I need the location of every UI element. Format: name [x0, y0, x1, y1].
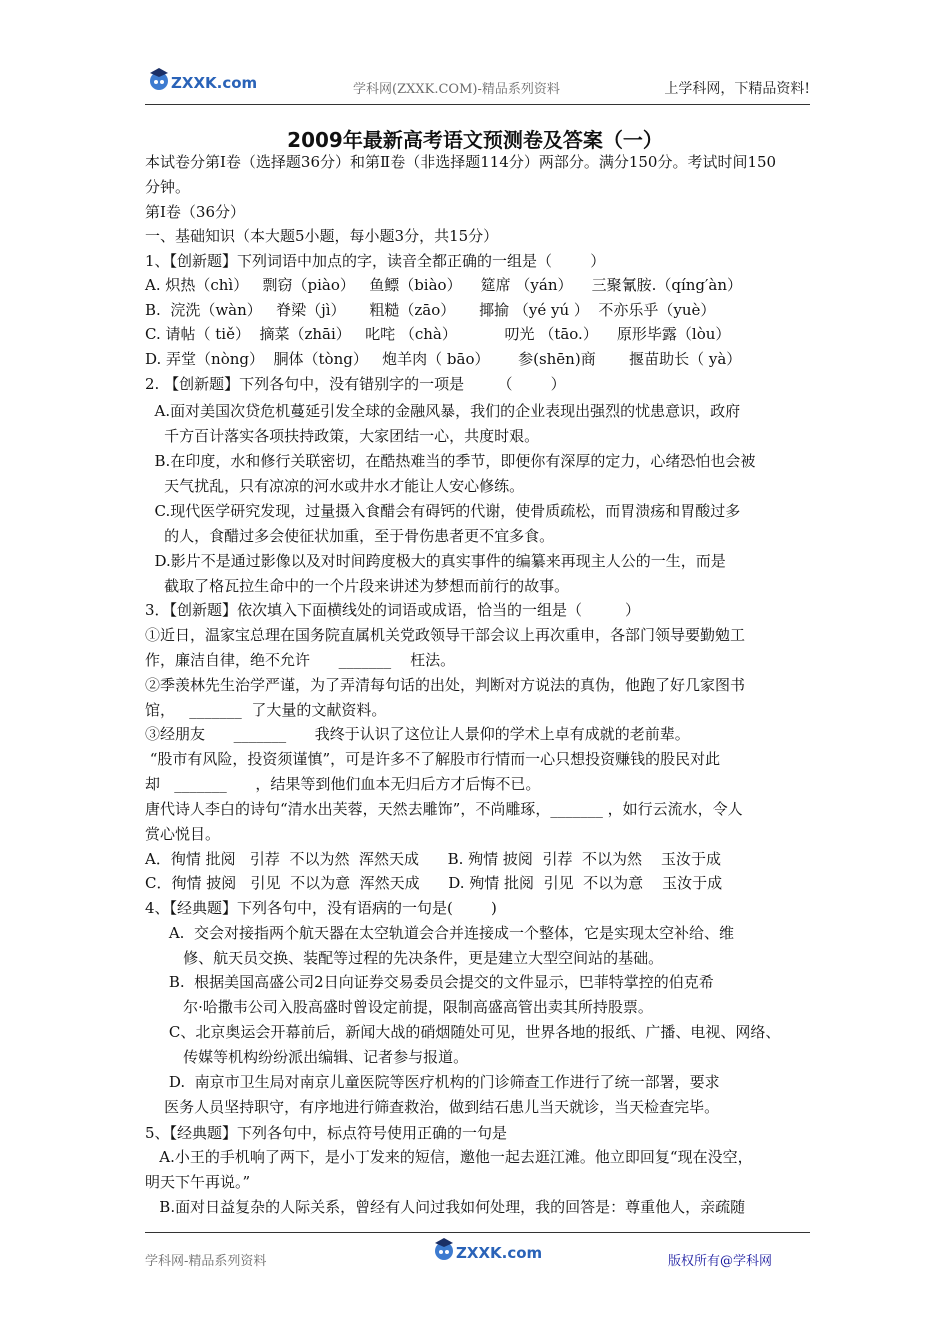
text-line: B. 根据美国高盛公司2日向证券交易委员会提交的文件显示，巴菲特掌控的伯克希 — [145, 973, 714, 991]
text-line: 馆， _______ 了大量的文献资料。 — [145, 701, 387, 719]
text-line: 1、【创新题】下列词语中加点的字，读音全都正确的一组是（ ） — [145, 252, 606, 270]
header-center-text: 学科网(ZXXK.COM)-精品系列资料 — [353, 82, 560, 97]
text-line: 3．【创新题】依次填入下面横线处的词语或成语，恰当的一组是（ ） — [145, 601, 640, 619]
text-line: 的人，食醋过多会使征状加重，至于骨伤患者更不宜多食。 — [145, 527, 555, 545]
footer-rule — [145, 1232, 810, 1233]
text-line: 修、航天员交换、装配等过程的先决条件，更是建立大型空间站的基础。 — [145, 949, 664, 967]
text-line: 5、【经典题】下列各句中，标点符号使用正确的一句是 — [145, 1124, 508, 1142]
text-line: 唐代诗人李白的诗句“清水出芙蓉，天然去雕饰”，不尚雕琢，_______ ，如行云流水，令人 — [145, 800, 743, 818]
text-line: C、北京奥运会开幕前后，新闻大战的硝烟随处可见，世界各地的报纸、广播、电视、网络、 — [145, 1023, 781, 1041]
text-line: 却 _______ ，结果等到他们血本无归后方才后悔不已。 — [145, 775, 541, 793]
text-line: 作，廉洁自律，绝不允许 _______ 枉法。 — [145, 651, 456, 669]
footer-left-text: 学科网-精品系列资料 — [145, 1254, 267, 1269]
page-header — [145, 60, 810, 104]
text-line: D.影片不是通过影像以及对时间跨度极大的真实事件的编纂来再现主人公的一生，而是 — [145, 552, 726, 570]
text-line: 传媒等机构纷纷派出编辑、记者参与报道。 — [145, 1048, 469, 1066]
document-title: 2009年最新高考语文预测卷及答案（一） — [287, 128, 663, 152]
text-line: 天气扰乱，只有凉凉的河水或井水才能让人安心修练。 — [145, 477, 525, 495]
text-line: B. 浣洗（wàn） 脊梁（jì） 粗糙（zāo） 揶揄 （yé yú ） 不亦乐乎（yuè） — [145, 301, 716, 319]
text-line: 4、【经典题】下列各句中，没有语病的一句是( ) — [145, 899, 497, 917]
zxxk-logo — [145, 64, 258, 98]
text-line: 本试卷分第Ⅰ卷（选择题36分）和第Ⅱ卷（非选择题114分）两部分。满分150分。考试时间150 — [145, 153, 777, 171]
text-line: 医务人员坚持职守，有序地进行筛查救治，做到结石患儿当天就诊，当天检查完毕。 — [145, 1098, 720, 1116]
text-line: 截取了格瓦拉生命中的一个片段来讲述为梦想而前行的故事。 — [145, 577, 570, 595]
footer-right-text: 版权所有@学科网 — [668, 1254, 773, 1269]
text-line: ①近日，温家宝总理在国务院直属机关党政领导干部会议上再次重申，各部门领导要勤勉工 — [145, 626, 746, 644]
text-line: B.在印度，水和修行关联密切，在酷热难当的季节，即便你有深厚的定力，心绪恐怕也会被 — [145, 452, 756, 470]
text-line: 千方百计落实各项扶持政策，大家团结一心，共度时艰。 — [145, 427, 540, 445]
logo-text: ZXXK.com — [456, 1244, 543, 1262]
text-line: 明天下午再说。” — [145, 1173, 251, 1191]
text-line: B.面对日益复杂的人际关系，曾经有人问过我如何处理，我的回答是：尊重他人，亲疏随 — [145, 1198, 746, 1216]
text-line: “股市有风险，投资须谨慎”，可是许多不了解股市行情而一心只想投资赚钱的股民对此 — [145, 750, 721, 768]
text-line: A. 交会对接指两个航天器在太空轨道会合并连接成一个整体，它是实现太空补给、维 — [145, 924, 734, 942]
text-line: C．徇情 披阅 引见 不以为意 浑然天成 D. 殉情 批阅 引见 不以为意 玉汝于成 — [145, 874, 723, 892]
text-line: 赏心悦目。 — [145, 825, 221, 843]
text-line: 尔·哈撒韦公司入股高盛时曾设定前提，限制高盛高管出卖其所持股票。 — [145, 998, 653, 1016]
text-line: C. 请帖（ tiě） 摘菜（zhāi） 叱咤 （chà） 叨光 （tāo.） 原形毕露（lòu） — [145, 325, 731, 343]
zxxk-logo — [430, 1234, 543, 1268]
header-rule — [145, 104, 810, 105]
text-line: 第Ⅰ卷（36分） — [145, 203, 246, 221]
text-line: 2. 【创新题】下列各句中，没有错别字的一项是 （ ） — [145, 375, 566, 393]
text-line: 一、基础知识（本大题5小题，每小题3分，共15分） — [145, 227, 499, 245]
text-line: A.小王的手机响了两下，是小丁发来的短信，邀他一起去逛江滩。他立即回复“现在没空， — [145, 1148, 753, 1166]
text-line: A. 炽热（chì） 剽窃（piào） 鱼鳔（biào） 筵席 （yán） 三聚氰胺.（qíng′àn） — [145, 276, 743, 294]
text-line: 分钟。 — [145, 178, 191, 196]
text-line: ②季羡林先生治学严谨，为了弄清每句话的出处，判断对方说法的真伪，他跑了好几家图书 — [145, 676, 746, 694]
text-line: A.面对美国次贷危机蔓延引发全球的金融风暴，我们的企业表现出强烈的忧患意识，政府 — [145, 402, 741, 420]
text-line: A．徇情 批阅 引荐 不以为然 浑然天成 B. 殉情 披阅 引荐 不以为然 玉汝于成 — [145, 850, 722, 868]
header-right-text: 上学科网，下精品资料! — [664, 81, 810, 97]
logo-text: ZXXK.com — [171, 74, 258, 92]
text-line: C.现代医学研究发现，过量摄入食醋会有碍钙的代谢，使骨质疏松，而胃溃疡和胃酸过多 — [145, 502, 741, 520]
text-line: ③经朋友 _______ 我终于认识了这位让人景仰的学术上卓有成就的老前辈。 — [145, 725, 690, 743]
text-line: D. 南京市卫生局对南京儿童医院等医疗机构的门诊筛查工作进行了统一部署，要求 — [145, 1073, 720, 1091]
text-line: D. 弄堂（nòng） 胴体（tòng） 炮羊肉（ bāo） 参(shēn)商 揠苗助长（ yà） — [145, 350, 742, 368]
